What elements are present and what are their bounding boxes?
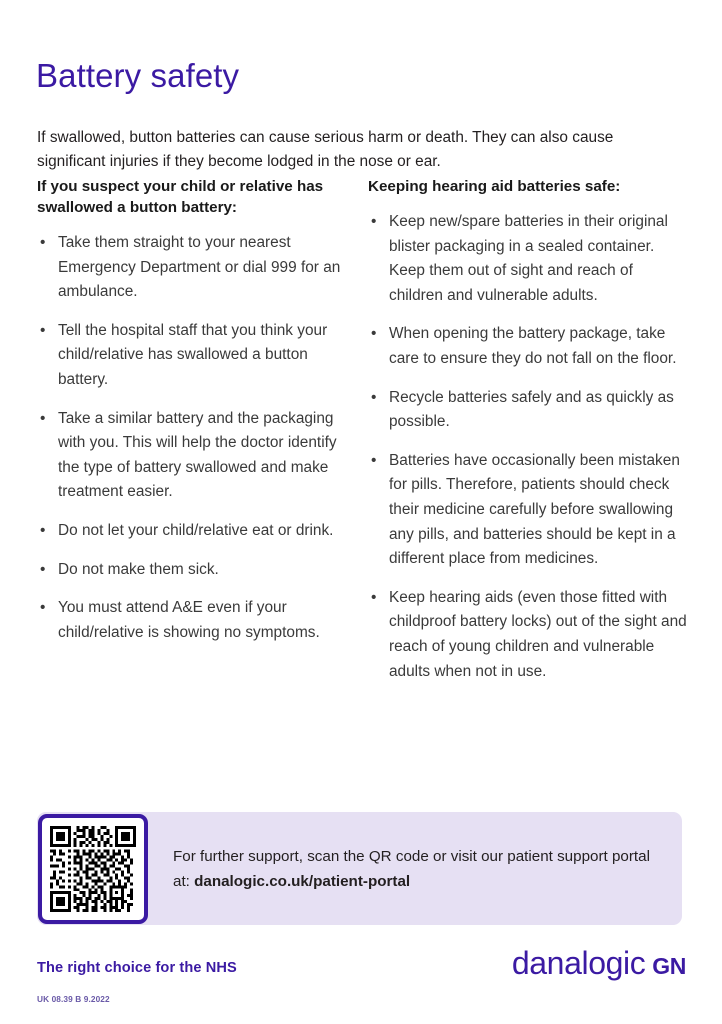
bullet-dot-icon: • (40, 521, 46, 539)
bullet-dot-icon: • (40, 599, 46, 617)
list-item-text: You must attend A&E even if your child/relative is showing no symptoms. (58, 599, 320, 641)
list-item-text: Batteries have occasionally been mistaken for pills. Therefore, patients should check their medicine carefully before swallowing any pills, and batteries should be kept in a different place from medicines. (389, 451, 680, 568)
list-item (37, 558, 350, 583)
bullet-dot-icon: • (40, 234, 46, 251)
list-item (37, 596, 350, 645)
bullet-dot-icon: • (371, 588, 377, 606)
left-column-bullet-list (37, 231, 350, 645)
support-banner (37, 812, 682, 925)
column-hearing-aid-batteries (368, 176, 722, 684)
patient-portal-link[interactable]: danalogic.co.uk/patient-portal (194, 873, 411, 890)
bullet-dot-icon: • (371, 213, 377, 230)
list-item (368, 322, 688, 371)
right-column-heading: Keeping hearing aid batteries safe: (368, 178, 621, 195)
list-item-text: Do not let your child/relative eat or drink. (58, 521, 334, 539)
list-item-text: Keep hearing aids (even those fitted with childproof battery locks) out of the sight and reach of young children and vulnerable adults when not in use. (389, 588, 687, 680)
brand-suffix: GN (652, 953, 686, 979)
list-item (368, 586, 688, 684)
bullet-dot-icon: • (40, 560, 46, 578)
list-item (368, 449, 688, 572)
list-item (368, 210, 688, 308)
support-banner-text (173, 844, 668, 894)
bullet-dot-icon: • (371, 388, 377, 406)
qr-code-icon[interactable] (38, 814, 148, 924)
bullet-dot-icon: • (371, 451, 377, 469)
list-item (37, 519, 350, 544)
list-item-text: Take a similar battery and the packaging with you. This will help the doctor identify the type of battery swallowed and make treatment easier. (58, 409, 337, 501)
content-columns (0, 176, 722, 684)
footer-reference-code: UK 08.39 B 9.2022 (37, 994, 110, 1004)
list-item-text: When opening the battery package, take care to ensure they do not fall on the floor. (389, 325, 677, 367)
left-column-heading: If you suspect your child or relative has swallowed a button battery: (37, 178, 324, 216)
brand-name: danalogic (511, 945, 646, 981)
list-item (368, 386, 688, 435)
intro-paragraph: If swallowed, button batteries can cause serious harm or death. They can also cause significant injuries if they become lodged in the nose or ear. (37, 129, 614, 171)
danalogic-gn-logo (512, 946, 686, 983)
list-item-text: Take them straight to your nearest Emergency Department or dial 999 for an ambulance. (58, 234, 341, 301)
list-item (37, 231, 350, 305)
bullet-dot-icon: • (40, 409, 46, 427)
support-banner-prefix: For further support, scan the QR code or visit our patient support portal at: (173, 848, 650, 890)
list-item (37, 407, 350, 505)
right-column-bullet-list (368, 210, 688, 684)
list-item-text: Keep new/spare batteries in their original blister packaging in a sealed container. Keep them out of sight and reach of children and vulnerable adults. (389, 213, 668, 304)
list-item (37, 319, 350, 393)
page-title: Battery safety (36, 57, 240, 95)
column-swallowed-battery (0, 176, 368, 684)
bullet-dot-icon: • (40, 321, 46, 339)
list-item-text: Recycle batteries safely and as quickly as possible. (389, 388, 674, 431)
bullet-dot-icon: • (371, 325, 377, 343)
list-item-text: Do not make them sick. (58, 560, 219, 578)
footer-tagline: The right choice for the NHS (37, 960, 237, 976)
list-item-text: Tell the hospital staff that you think your child/relative has swallowed a button battery. (58, 321, 328, 388)
